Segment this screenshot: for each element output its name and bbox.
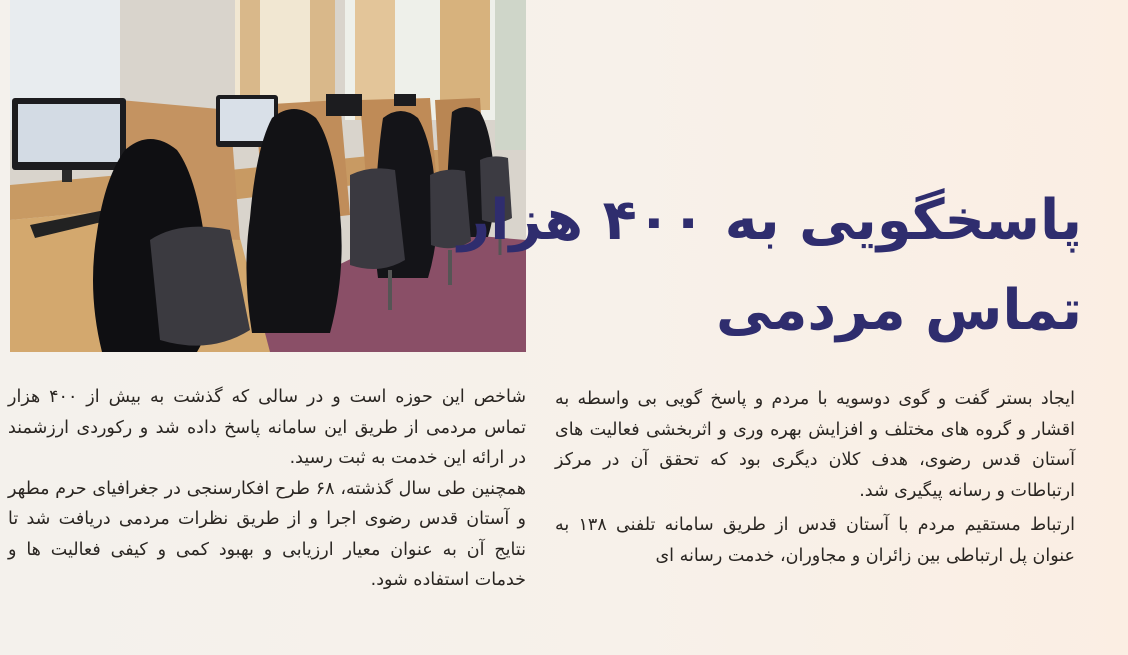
article-left-column (8, 382, 526, 596)
article-paragraph: ایجاد بستر گفت و گوی دوسویه با مردم و پاسخ گویی بی واسطه به اقشار و گروه های مختلف و افزایش بهره وری و اثربخشی فعالیت های آستان قدس رضوی، هدف کلان دیگری بود که تحقق آن در مرکز ارتباطات و رسانه پیگیری شد. (555, 389, 1075, 501)
headline (458, 176, 1082, 356)
call-center-photo (10, 0, 526, 352)
article-paragraph: شاخص این حوزه است و در سالی که گذشت به بیش از ۴۰۰ هزار تماس مردمی از طریق این سامانه پاسخ داده شد و رکوردی ارزشمند در ارائه این خدمت به ثبت رسید. (8, 387, 526, 468)
call-center-photo-illustration (10, 0, 526, 352)
article-right-column (555, 384, 1075, 571)
headline-line-1: پاسخگویی به ۴۰۰ هزار (458, 188, 1082, 253)
article-paragraph: همچنین طی سال گذشته، ۶۸ طرح افکارسنجی در جغرافیای حرم مطهر و آستان قدس رضوی اجرا و از طریق نظرات مردمی دریافت شد تا نتایج آن به عنوان معیار ارزیابی و بهبود کمی و کیفی فعالیت ها و خدمات استفاده شود. (8, 478, 526, 590)
headline-line-2: تماس مردمی (716, 278, 1082, 343)
article-paragraph: ارتباط مستقیم مردم با آستان قدس از طریق سامانه تلفنی ۱۳۸ به عنوان پل ارتباطی بین زائران و مجاوران، خدمت رسانه ای (555, 515, 1075, 566)
